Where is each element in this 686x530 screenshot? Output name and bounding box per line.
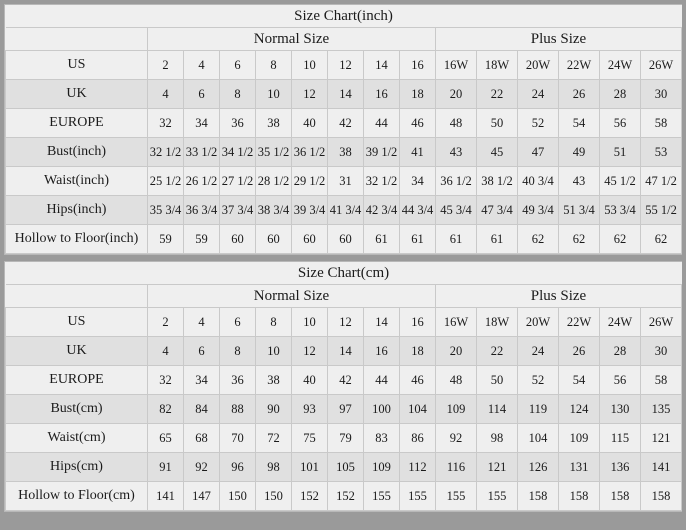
cell: 20 (436, 337, 477, 366)
cell: 6 (184, 337, 220, 366)
cell: 150 (256, 482, 292, 511)
cell: 47 3/4 (477, 196, 518, 225)
cell: 61 (364, 225, 400, 254)
cell: 4 (184, 51, 220, 80)
cell: 14 (328, 337, 364, 366)
cell: 18 (400, 80, 436, 109)
cell: 12 (292, 337, 328, 366)
cell: 38 (328, 138, 364, 167)
cell: 54 (559, 366, 600, 395)
cell: 22 (477, 337, 518, 366)
table-row (6, 482, 682, 511)
cell: 32 1/2 (364, 167, 400, 196)
cell: 36 (220, 109, 256, 138)
cell: 42 (328, 366, 364, 395)
row-label: UK (6, 80, 148, 109)
cell: 10 (292, 308, 328, 337)
cell: 38 1/2 (477, 167, 518, 196)
cell: 39 3/4 (292, 196, 328, 225)
cell: 121 (477, 453, 518, 482)
cell: 18W (477, 51, 518, 80)
cell: 61 (400, 225, 436, 254)
cell: 68 (184, 424, 220, 453)
cell: 27 1/2 (220, 167, 256, 196)
cell: 96 (220, 453, 256, 482)
cell: 45 (477, 138, 518, 167)
cell: 47 1/2 (641, 167, 682, 196)
cell: 38 (256, 109, 292, 138)
table-row (6, 225, 682, 254)
cell: 34 1/2 (220, 138, 256, 167)
chart-title-row (6, 5, 682, 28)
cell: 30 (641, 337, 682, 366)
cell: 10 (256, 80, 292, 109)
cell: 32 (148, 109, 184, 138)
cell: 114 (477, 395, 518, 424)
cell: 58 (641, 109, 682, 138)
cell: 16 (364, 337, 400, 366)
chart-title: Size Chart(cm) (6, 262, 682, 285)
cell: 60 (292, 225, 328, 254)
cell: 40 (292, 366, 328, 395)
cell: 56 (600, 366, 641, 395)
cell: 48 (436, 109, 477, 138)
size-chart-inch (4, 4, 682, 255)
cell: 158 (559, 482, 600, 511)
cell: 8 (256, 308, 292, 337)
cell: 36 (220, 366, 256, 395)
cell: 22 (477, 80, 518, 109)
cell: 84 (184, 395, 220, 424)
cell: 101 (292, 453, 328, 482)
cell: 92 (184, 453, 220, 482)
row-label: Bust(cm) (6, 395, 148, 424)
cell: 36 3/4 (184, 196, 220, 225)
table-row (6, 453, 682, 482)
cell: 59 (184, 225, 220, 254)
cell: 16W (436, 308, 477, 337)
cell: 41 3/4 (328, 196, 364, 225)
cell: 90 (256, 395, 292, 424)
cell: 62 (600, 225, 641, 254)
cell: 28 1/2 (256, 167, 292, 196)
cell: 135 (641, 395, 682, 424)
table-row (6, 196, 682, 225)
cell: 53 3/4 (600, 196, 641, 225)
cell: 72 (256, 424, 292, 453)
size-chart-cm-table (5, 262, 682, 511)
cell: 50 (477, 366, 518, 395)
cell: 16 (400, 308, 436, 337)
size-chart-cm (4, 261, 682, 512)
cell: 10 (292, 51, 328, 80)
cell: 20W (518, 51, 559, 80)
cell: 49 (559, 138, 600, 167)
cell: 16 (364, 80, 400, 109)
cell: 52 (518, 366, 559, 395)
cell: 18W (477, 308, 518, 337)
cell: 4 (148, 80, 184, 109)
cell: 79 (328, 424, 364, 453)
cell: 32 (148, 366, 184, 395)
cell: 104 (400, 395, 436, 424)
table-row (6, 138, 682, 167)
cell: 28 (600, 80, 641, 109)
group-row-spacer (6, 28, 148, 51)
cell: 14 (364, 308, 400, 337)
cell: 60 (220, 225, 256, 254)
table-row (6, 424, 682, 453)
group-label-normal: Normal Size (148, 285, 436, 308)
cell: 109 (559, 424, 600, 453)
cell: 141 (641, 453, 682, 482)
cell: 8 (256, 51, 292, 80)
row-label: Bust(inch) (6, 138, 148, 167)
group-row-spacer (6, 285, 148, 308)
cell: 119 (518, 395, 559, 424)
row-label: Waist(inch) (6, 167, 148, 196)
cell: 33 1/2 (184, 138, 220, 167)
cell: 29 1/2 (292, 167, 328, 196)
table-row (6, 109, 682, 138)
cell: 45 1/2 (600, 167, 641, 196)
size-chart-inch-table (5, 5, 682, 254)
cell: 31 (328, 167, 364, 196)
cell: 100 (364, 395, 400, 424)
row-label: US (6, 51, 148, 80)
cell: 150 (220, 482, 256, 511)
cell: 22W (559, 51, 600, 80)
row-label: Hips(inch) (6, 196, 148, 225)
cell: 155 (477, 482, 518, 511)
cell: 10 (256, 337, 292, 366)
cell: 36 1/2 (436, 167, 477, 196)
cell: 42 3/4 (364, 196, 400, 225)
cell: 35 1/2 (256, 138, 292, 167)
cell: 6 (220, 308, 256, 337)
table-row (6, 337, 682, 366)
cell: 65 (148, 424, 184, 453)
cell: 45 3/4 (436, 196, 477, 225)
cell: 14 (364, 51, 400, 80)
cell: 55 1/2 (641, 196, 682, 225)
cell: 4 (184, 308, 220, 337)
cell: 116 (436, 453, 477, 482)
chart-group-row (6, 285, 682, 308)
table-row (6, 51, 682, 80)
cell: 49 3/4 (518, 196, 559, 225)
cell: 155 (364, 482, 400, 511)
cell: 141 (148, 482, 184, 511)
cell: 98 (256, 453, 292, 482)
chart-title-row (6, 262, 682, 285)
row-label: Hollow to Floor(cm) (6, 482, 148, 511)
group-label-normal: Normal Size (148, 28, 436, 51)
cell: 20 (436, 80, 477, 109)
cell: 152 (328, 482, 364, 511)
cell: 26W (641, 51, 682, 80)
cell: 75 (292, 424, 328, 453)
cell: 54 (559, 109, 600, 138)
cell: 16W (436, 51, 477, 80)
cell: 6 (184, 80, 220, 109)
table-row (6, 395, 682, 424)
cell: 14 (328, 80, 364, 109)
cell: 26 1/2 (184, 167, 220, 196)
cell: 2 (148, 308, 184, 337)
cell: 24 (518, 80, 559, 109)
cell: 28 (600, 337, 641, 366)
cell: 115 (600, 424, 641, 453)
cell: 22W (559, 308, 600, 337)
cell: 60 (328, 225, 364, 254)
cell: 36 1/2 (292, 138, 328, 167)
cell: 109 (364, 453, 400, 482)
cell: 83 (364, 424, 400, 453)
cell: 52 (518, 109, 559, 138)
cell: 126 (518, 453, 559, 482)
cell: 16 (400, 51, 436, 80)
cell: 62 (641, 225, 682, 254)
cell: 38 3/4 (256, 196, 292, 225)
cell: 60 (256, 225, 292, 254)
cell: 48 (436, 366, 477, 395)
cell: 39 1/2 (364, 138, 400, 167)
cell: 98 (477, 424, 518, 453)
cell: 2 (148, 51, 184, 80)
cell: 158 (641, 482, 682, 511)
cell: 86 (400, 424, 436, 453)
group-label-plus: Plus Size (436, 28, 682, 51)
table-row (6, 308, 682, 337)
cell: 20W (518, 308, 559, 337)
cell: 26W (641, 308, 682, 337)
cell: 58 (641, 366, 682, 395)
row-label: US (6, 308, 148, 337)
cell: 82 (148, 395, 184, 424)
cell: 43 (559, 167, 600, 196)
cell: 12 (328, 308, 364, 337)
cell: 70 (220, 424, 256, 453)
cell: 24W (600, 308, 641, 337)
cell: 8 (220, 337, 256, 366)
cell: 35 3/4 (148, 196, 184, 225)
cell: 92 (436, 424, 477, 453)
cell: 8 (220, 80, 256, 109)
cell: 43 (436, 138, 477, 167)
cell: 62 (559, 225, 600, 254)
row-label: EUROPE (6, 366, 148, 395)
cell: 136 (600, 453, 641, 482)
cell: 32 1/2 (148, 138, 184, 167)
cell: 38 (256, 366, 292, 395)
cell: 37 3/4 (220, 196, 256, 225)
cell: 91 (148, 453, 184, 482)
cell: 131 (559, 453, 600, 482)
cell: 46 (400, 109, 436, 138)
cell: 24 (518, 337, 559, 366)
row-label: Waist(cm) (6, 424, 148, 453)
cell: 62 (518, 225, 559, 254)
cell: 4 (148, 337, 184, 366)
cell: 30 (641, 80, 682, 109)
cell: 12 (328, 51, 364, 80)
cell: 109 (436, 395, 477, 424)
cell: 56 (600, 109, 641, 138)
cell: 130 (600, 395, 641, 424)
row-label: UK (6, 337, 148, 366)
row-label: Hollow to Floor(inch) (6, 225, 148, 254)
table-row (6, 167, 682, 196)
cell: 18 (400, 337, 436, 366)
cell: 158 (600, 482, 641, 511)
cell: 51 3/4 (559, 196, 600, 225)
cell: 46 (400, 366, 436, 395)
cell: 61 (477, 225, 518, 254)
cell: 34 (184, 109, 220, 138)
table-row (6, 80, 682, 109)
cell: 124 (559, 395, 600, 424)
cell: 97 (328, 395, 364, 424)
cell: 34 (400, 167, 436, 196)
row-label: Hips(cm) (6, 453, 148, 482)
group-label-plus: Plus Size (436, 285, 682, 308)
cell: 26 (559, 337, 600, 366)
cell: 158 (518, 482, 559, 511)
cell: 152 (292, 482, 328, 511)
cell: 44 (364, 109, 400, 138)
cell: 40 3/4 (518, 167, 559, 196)
cell: 93 (292, 395, 328, 424)
cell: 59 (148, 225, 184, 254)
cell: 12 (292, 80, 328, 109)
cell: 34 (184, 366, 220, 395)
cell: 51 (600, 138, 641, 167)
cell: 40 (292, 109, 328, 138)
cell: 25 1/2 (148, 167, 184, 196)
chart-title: Size Chart(inch) (6, 5, 682, 28)
cell: 53 (641, 138, 682, 167)
cell: 61 (436, 225, 477, 254)
cell: 155 (436, 482, 477, 511)
cell: 50 (477, 109, 518, 138)
cell: 104 (518, 424, 559, 453)
cell: 88 (220, 395, 256, 424)
cell: 41 (400, 138, 436, 167)
cell: 105 (328, 453, 364, 482)
row-label: EUROPE (6, 109, 148, 138)
cell: 26 (559, 80, 600, 109)
cell: 121 (641, 424, 682, 453)
cell: 47 (518, 138, 559, 167)
cell: 112 (400, 453, 436, 482)
cell: 24W (600, 51, 641, 80)
cell: 155 (400, 482, 436, 511)
chart-group-row (6, 28, 682, 51)
cell: 6 (220, 51, 256, 80)
table-row (6, 366, 682, 395)
cell: 44 (364, 366, 400, 395)
cell: 147 (184, 482, 220, 511)
cell: 44 3/4 (400, 196, 436, 225)
cell: 42 (328, 109, 364, 138)
